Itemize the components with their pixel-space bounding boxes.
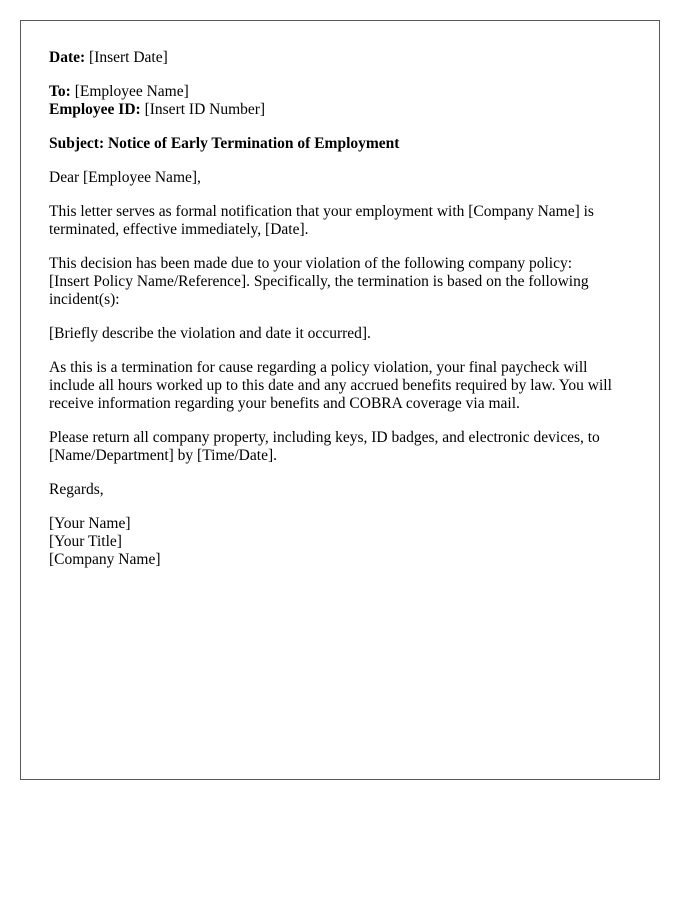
paragraph-line: Please return all company property, including keys, ID badges, and electronic devices, to: [49, 429, 600, 446]
paragraph-return-property: [49, 429, 631, 465]
paragraph-line: As this is a termination for cause regarding a policy violation, your final paycheck will: [49, 359, 588, 376]
closing: Regards,: [49, 481, 104, 498]
paragraph-line: [Name/Department] by [Time/Date].: [49, 447, 277, 464]
employee-id-label: Employee ID:: [49, 101, 141, 118]
employee-id-value: [Insert ID Number]: [144, 101, 266, 118]
to-label: To:: [49, 83, 71, 100]
paragraph-line: terminated, effective immediately, [Date].: [49, 221, 309, 238]
paragraph-line: incident(s):: [49, 291, 120, 308]
signature-block: [49, 515, 631, 569]
subject-line: Subject: Notice of Early Termination of Employment: [49, 135, 400, 152]
letter-page: [20, 20, 660, 780]
paragraph-paycheck: [49, 359, 631, 413]
to-value: [Employee Name]: [74, 83, 189, 100]
signature-company: [Company Name]: [49, 551, 161, 568]
signature-name: [Your Name]: [49, 515, 131, 532]
signature-title: [Your Title]: [49, 533, 122, 550]
paragraph-line: receive information regarding your benefits and COBRA coverage via mail.: [49, 395, 520, 412]
date-label: Date:: [49, 49, 86, 66]
paragraph-line: This decision has been made due to your violation of the following company policy:: [49, 255, 573, 272]
paragraph-violation: [Briefly describe the violation and date it occurred].: [49, 325, 371, 342]
paragraph-line: [Insert Policy Name/Reference]. Specifically, the termination is based on the following: [49, 273, 589, 290]
to-line: [49, 83, 631, 101]
date-line: [49, 49, 631, 67]
employee-id-line: [49, 101, 631, 119]
paragraph-notification: [49, 203, 631, 239]
paragraph-reason: [49, 255, 631, 309]
date-value: [Insert Date]: [89, 49, 168, 66]
paragraph-line: This letter serves as formal notification that your employment with [Company Name] is: [49, 203, 594, 220]
salutation: Dear [Employee Name],: [49, 169, 201, 186]
paragraph-line: include all hours worked up to this date and any accrued benefits required by law. You will: [49, 377, 612, 394]
recipient-block: [49, 83, 631, 119]
